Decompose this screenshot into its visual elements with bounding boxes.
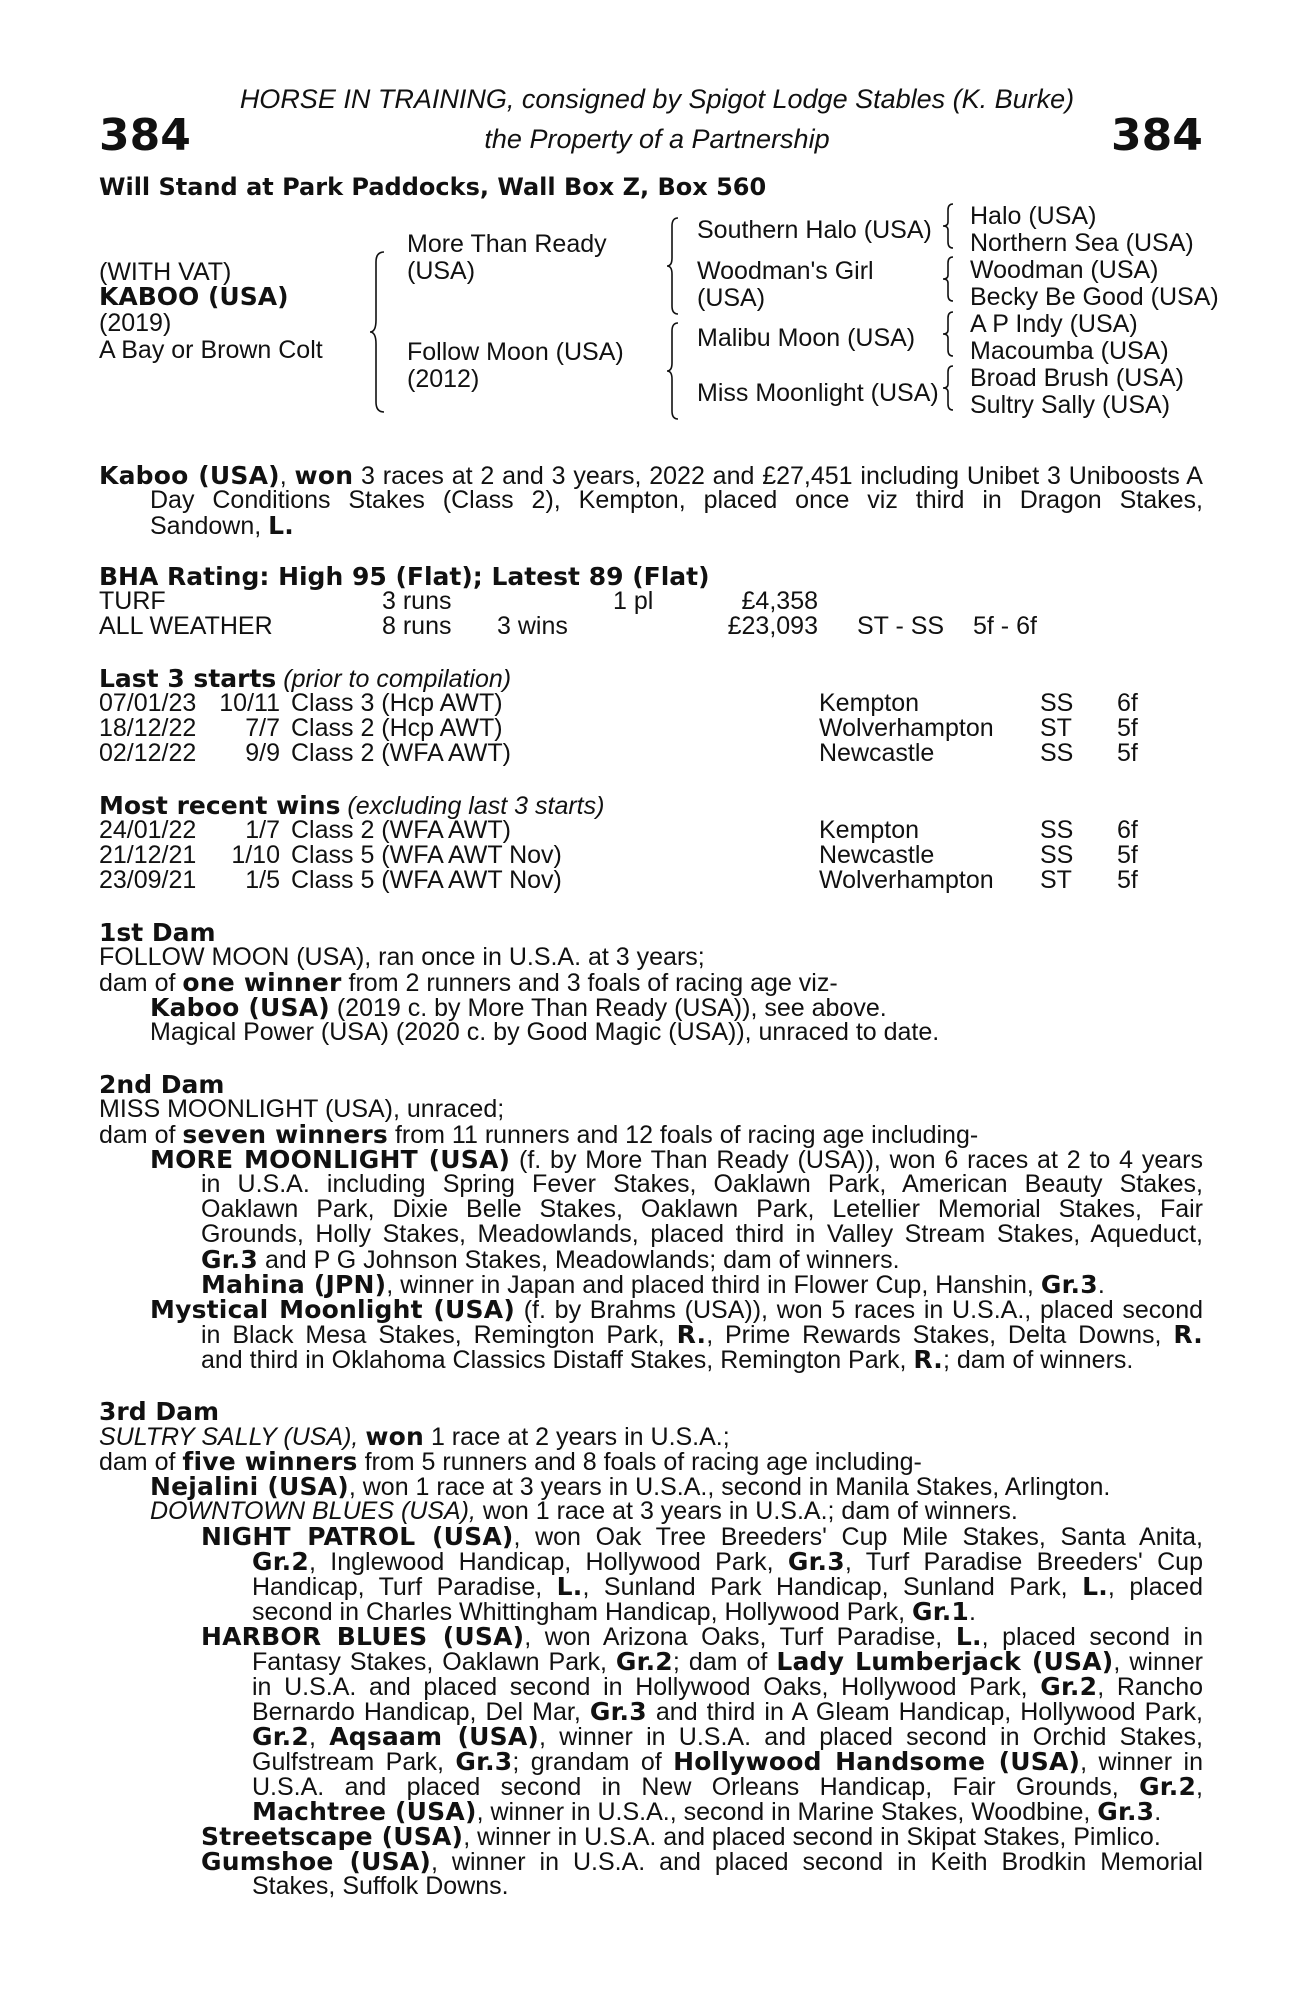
win-distance: 6f — [1117, 816, 1138, 844]
text-fragment: and third in Oklahoma Classics Distaff Stakes, Remington Park, — [201, 1346, 907, 1374]
produce-name: Streetscape (USA) — [201, 1822, 464, 1851]
brace-ss — [942, 204, 956, 248]
start-date: 02/12/22 — [99, 739, 197, 767]
text-fragment: U.S.A. and placed second in New Orleans Handicap, Fair Grounds, — [252, 1773, 1119, 1801]
text-fragment: ; grandam of — [512, 1748, 662, 1776]
start-date: 18/12/22 — [99, 714, 197, 742]
produce-name: DOWNTOWN BLUES (USA), — [150, 1497, 476, 1525]
start-distance: 5f — [1117, 714, 1138, 742]
win-distance: 5f — [1117, 841, 1138, 869]
text-fragment: , winner in — [1080, 1748, 1203, 1776]
grade: Gr.3 — [201, 1245, 258, 1274]
consignment-title: HORSE IN TRAINING, consigned by Spigot Lodge Stables (K. Burke) — [239, 84, 1075, 114]
rating-going: ST - SS — [857, 612, 945, 640]
last-starts-note: (prior to compilation) — [283, 665, 512, 693]
winners-count: one winner — [182, 968, 342, 997]
text-fragment: and P G Johnson Stakes, Meadowlands; dam of winners. — [264, 1246, 900, 1274]
summary-horse-name: Kaboo (USA) — [99, 461, 280, 490]
sire-country: (USA) — [407, 257, 476, 285]
text-fragment: from 11 runners and 12 foals of racing age including- — [394, 1121, 979, 1149]
brace-dd — [942, 366, 956, 410]
win-position: 1/10 — [231, 841, 280, 869]
win-date: 24/01/22 — [99, 816, 197, 844]
produce-line: Oaklawn Park, Dixie Belle Stakes, Oaklawn Park, Letellier Memorial Stakes, Fair — [201, 1195, 1203, 1223]
horse-name: KABOO (USA) — [99, 282, 289, 311]
win-course: Newcastle — [819, 841, 935, 869]
summary-line2: Day Conditions Stakes (Class 2), Kempton, placed once viz third in Dragon Stakes, — [150, 486, 1203, 514]
summary-line1: 3 races at 2 and 3 years, 2022 and £27,451 including Unibet 3 Uniboosts A — [361, 462, 1203, 490]
text-fragment: , winner in U.S.A., second in Marine Stakes, Woodbine, — [476, 1798, 1091, 1826]
grade: Gr.2 — [1040, 1672, 1098, 1701]
winners-count: five winners — [182, 1447, 358, 1476]
horse-description: A Bay or Brown Colt — [99, 336, 323, 364]
text-fragment: second in Charles Whittingham Handicap, Hollywood Park, — [252, 1598, 906, 1626]
rating-surface: TURF — [99, 587, 166, 615]
text-fragment: dam of — [99, 1121, 176, 1149]
sire-dam-sire: Woodman (USA) — [970, 256, 1159, 284]
start-distance: 6f — [1117, 689, 1138, 717]
produce-name: Kaboo (USA) — [150, 993, 330, 1022]
text-fragment: dam of — [99, 1448, 176, 1476]
text-fragment: , won Oak Tree Breeders' Cup Mile Stakes, Santa Anita, — [513, 1523, 1203, 1551]
text-fragment: . — [1097, 1271, 1105, 1299]
text-fragment: , — [308, 1723, 316, 1751]
rating-surface: ALL WEATHER — [99, 612, 273, 640]
text-fragment: from 5 runners and 8 foals of racing age including- — [364, 1448, 922, 1476]
produce-name: MORE MOONLIGHT (USA) — [150, 1145, 511, 1174]
produce-details: (2019 c. by More Than Ready (USA)), see above. — [336, 994, 887, 1022]
recent-wins-heading: Most recent wins — [99, 791, 341, 820]
last-starts-heading: Last 3 starts — [99, 664, 277, 693]
start-date: 07/01/23 — [99, 689, 197, 717]
lot-number-right: 384 — [1111, 110, 1203, 161]
text-fragment: , Inglewood Handicap, Hollywood Park, — [308, 1548, 774, 1576]
start-surface: ST — [1040, 714, 1072, 742]
grade: Gr.3 — [1097, 1797, 1155, 1826]
summary-grade: L. — [268, 511, 294, 540]
text-fragment: , winner in U.S.A. and placed second in Skipat Stakes, Pimlico. — [463, 1823, 1161, 1851]
produce-name: Mahina (JPN) — [201, 1270, 387, 1299]
summary-line3: Sandown, — [150, 512, 262, 540]
main-brace — [368, 252, 388, 412]
sire-name: More Than Ready — [407, 230, 607, 258]
produce-name: Mystical Moonlight (USA) — [150, 1295, 515, 1324]
text-fragment: . — [1154, 1798, 1162, 1826]
text-fragment: in Black Mesa Stakes, Remington Park, — [201, 1321, 665, 1349]
rating-placed: 1 pl — [613, 587, 654, 615]
text-fragment: ; dam of — [672, 1648, 768, 1676]
produce-line: Stakes, Suffolk Downs. — [252, 1872, 509, 1900]
dam-sire: Malibu Moon (USA) — [697, 324, 916, 352]
text-fragment: , placed — [1107, 1573, 1203, 1601]
text-fragment: , placed second in — [981, 1623, 1203, 1651]
grade: Gr.2 — [252, 1547, 309, 1576]
rating-wins: 3 wins — [497, 612, 568, 640]
grade: R. — [1173, 1320, 1203, 1349]
rating-distance: 5f - 6f — [973, 612, 1037, 640]
first-dam-line: FOLLOW MOON (USA), ran once in U.S.A. at 3 years; — [99, 943, 705, 971]
grade: Gr.2 — [1139, 1772, 1197, 1801]
produce-name: HARBOR BLUES (USA) — [201, 1622, 525, 1651]
produce-name: NIGHT PATROL (USA) — [201, 1522, 514, 1551]
text-fragment: (f. by Brahms (USA)), won 5 races in U.S.A., placed second — [523, 1296, 1204, 1324]
start-course: Newcastle — [819, 739, 935, 767]
produce-line: in U.S.A. including Spring Fever Stakes, Oaklawn Park, American Beauty Stakes, — [201, 1170, 1203, 1198]
dam-name: Follow Moon (USA) — [407, 338, 624, 366]
text-fragment: , Sunland Park Handicap, Sunland Park, — [582, 1573, 1068, 1601]
start-surface: SS — [1040, 739, 1074, 767]
win-surface: SS — [1040, 841, 1074, 869]
text-fragment: dam of — [99, 969, 176, 997]
sire-dam-dam: Becky Be Good (USA) — [970, 283, 1219, 311]
text-fragment: Gulfstream Park, — [252, 1748, 445, 1776]
grade: Gr.3 — [455, 1747, 513, 1776]
text-fragment: ; dam of winners. — [942, 1346, 1134, 1374]
produce-name: Aqsaam (USA) — [329, 1722, 540, 1751]
start-position: 10/11 — [219, 689, 280, 717]
summary-won: won — [294, 461, 354, 490]
win-race: Class 2 (WFA AWT) — [291, 816, 511, 844]
text-fragment: and third in A Gleam Handicap, Hollywood Park, — [655, 1698, 1203, 1726]
win-course: Wolverhampton — [819, 866, 994, 894]
dam-dam-sire: Broad Brush (USA) — [970, 364, 1184, 392]
sire-sire-sire: Halo (USA) — [970, 202, 1097, 230]
grade: R. — [913, 1345, 943, 1374]
dam-dam: Miss Moonlight (USA) — [697, 379, 939, 407]
sire-sire: Southern Halo (USA) — [697, 216, 932, 244]
winners-count: seven winners — [182, 1120, 389, 1149]
text-fragment: , won 1 race at 3 years in U.S.A., second in Manila Stakes, Arlington. — [348, 1473, 1111, 1501]
text-fragment: Fantasy Stakes, Oaklawn Park, — [252, 1648, 607, 1676]
text-fragment: from 2 runners and 3 foals of racing age viz- — [348, 969, 838, 997]
sire-dam-name: Woodman's Girl — [697, 257, 874, 285]
property-subtitle: the Property of a Partnership — [484, 124, 830, 154]
start-course: Kempton — [819, 689, 920, 717]
grade: Gr.2 — [615, 1647, 673, 1676]
lot-number-left: 384 — [99, 110, 191, 161]
text-fragment: , — [1196, 1773, 1203, 1801]
text-fragment: . — [969, 1598, 976, 1626]
dam-sire-dam: Macoumba (USA) — [970, 337, 1169, 365]
won-label: won — [365, 1422, 424, 1451]
grade: R. — [676, 1320, 707, 1349]
grade: L. — [955, 1622, 982, 1651]
win-position: 1/7 — [245, 816, 280, 844]
text-fragment: , winner in Japan and placed third in Flower Cup, Hanshin, — [386, 1271, 1034, 1299]
grade: Gr.1 — [912, 1597, 970, 1626]
stabling-info: Will Stand at Park Paddocks, Wall Box Z, Box 560 — [99, 173, 767, 201]
text-fragment: , Rancho — [1097, 1673, 1204, 1701]
dam-year: (2012) — [407, 365, 480, 393]
rating-runs: 8 runs — [382, 612, 452, 640]
grade: L. — [1082, 1572, 1108, 1601]
grade: Gr.3 — [1040, 1270, 1098, 1299]
text-fragment: , winner — [1113, 1648, 1203, 1676]
win-date: 21/12/21 — [99, 841, 197, 869]
produce-name: Nejalini (USA) — [150, 1472, 349, 1501]
win-surface: SS — [1040, 816, 1074, 844]
text-fragment: , won Arizona Oaks, Turf Paradise, — [524, 1623, 943, 1651]
second-dam-line: MISS MOONLIGHT (USA), unraced; — [99, 1095, 505, 1123]
brace-sd — [942, 257, 956, 301]
win-race: Class 5 (WFA AWT Nov) — [291, 866, 562, 894]
start-race: Class 2 (WFA AWT) — [291, 739, 511, 767]
first-dam-heading: 1st Dam — [99, 918, 216, 947]
grade: Gr.3 — [787, 1547, 845, 1576]
text-fragment: won 1 race at 3 years in U.S.A.; dam of winners. — [482, 1497, 1018, 1525]
text-fragment: , Prime Rewards Stakes, Delta Downs, — [706, 1321, 1162, 1349]
second-dam-heading: 2nd Dam — [99, 1070, 225, 1099]
win-position: 1/5 — [245, 866, 280, 894]
start-surface: SS — [1040, 689, 1074, 717]
start-race: Class 3 (Hcp AWT) — [291, 689, 503, 717]
grade: Gr.2 — [252, 1722, 309, 1751]
dam-sire-sire: A P Indy (USA) — [970, 310, 1138, 338]
start-distance: 5f — [1117, 739, 1138, 767]
sire-dam-country: (USA) — [697, 284, 766, 312]
rating-runs: 3 runs — [382, 587, 452, 615]
grade: Gr.3 — [589, 1697, 647, 1726]
third-dam-name: SULTRY SALLY (USA), — [99, 1423, 359, 1451]
produce-line: Grounds, Holly Stakes, Meadowlands, placed third in Valley Stream Stakes, Aqueduct, — [201, 1220, 1203, 1248]
produce-name: Gumshoe (USA) — [201, 1847, 432, 1876]
recent-wins-note: (excluding last 3 starts) — [347, 792, 605, 820]
rating-prize: £23,093 — [727, 612, 818, 640]
win-course: Kempton — [819, 816, 920, 844]
win-race: Class 5 (WFA AWT Nov) — [291, 841, 562, 869]
produce-name: Lady Lumberjack (USA) — [776, 1647, 1114, 1676]
text-fragment: , winner in U.S.A. and placed second in Keith Brodkin Memorial — [431, 1848, 1203, 1876]
sire-sire-dam: Northern Sea (USA) — [970, 229, 1194, 257]
produce-name: Machtree (USA) — [252, 1797, 477, 1826]
start-position: 7/7 — [245, 714, 280, 742]
foaling-year: (2019) — [99, 309, 172, 337]
produce-name: Hollywood Handsome (USA) — [673, 1747, 1081, 1776]
bha-rating: BHA Rating: High 95 (Flat); Latest 89 (Flat) — [99, 562, 710, 591]
start-race: Class 2 (Hcp AWT) — [291, 714, 503, 742]
text-fragment: Bernardo Handicap, Del Mar, — [252, 1698, 581, 1726]
dam-brace — [666, 323, 682, 419]
start-course: Wolverhampton — [819, 714, 994, 742]
dam-dam-dam: Sultry Sally (USA) — [970, 391, 1171, 419]
win-distance: 5f — [1117, 866, 1138, 894]
produce-line: Magical Power (USA) (2020 c. by Good Magic (USA)), unraced to date. — [150, 1018, 940, 1046]
text-fragment: (f. by More Than Ready (USA)), won 6 races at 2 to 4 years — [519, 1146, 1203, 1174]
text-fragment: , Turf Paradise Breeders' Cup — [844, 1548, 1203, 1576]
text-fragment: 1 race at 2 years in U.S.A.; — [430, 1423, 730, 1451]
third-dam-heading: 3rd Dam — [99, 1397, 219, 1426]
sire-brace — [666, 218, 682, 314]
win-surface: ST — [1040, 866, 1072, 894]
grade: L. — [556, 1572, 583, 1601]
vat-note: (WITH VAT) — [99, 258, 232, 286]
brace-ds — [942, 312, 956, 356]
text-fragment: , winner in U.S.A. and placed second in Orchid Stakes, — [539, 1723, 1203, 1751]
text-fragment: Handicap, Turf Paradise, — [252, 1573, 543, 1601]
text-fragment: in U.S.A. and placed second in Hollywood Oaks, Hollywood Park, — [252, 1673, 1028, 1701]
win-date: 23/09/21 — [99, 866, 197, 894]
rating-prize: £4,358 — [741, 587, 818, 615]
start-position: 9/9 — [245, 739, 280, 767]
